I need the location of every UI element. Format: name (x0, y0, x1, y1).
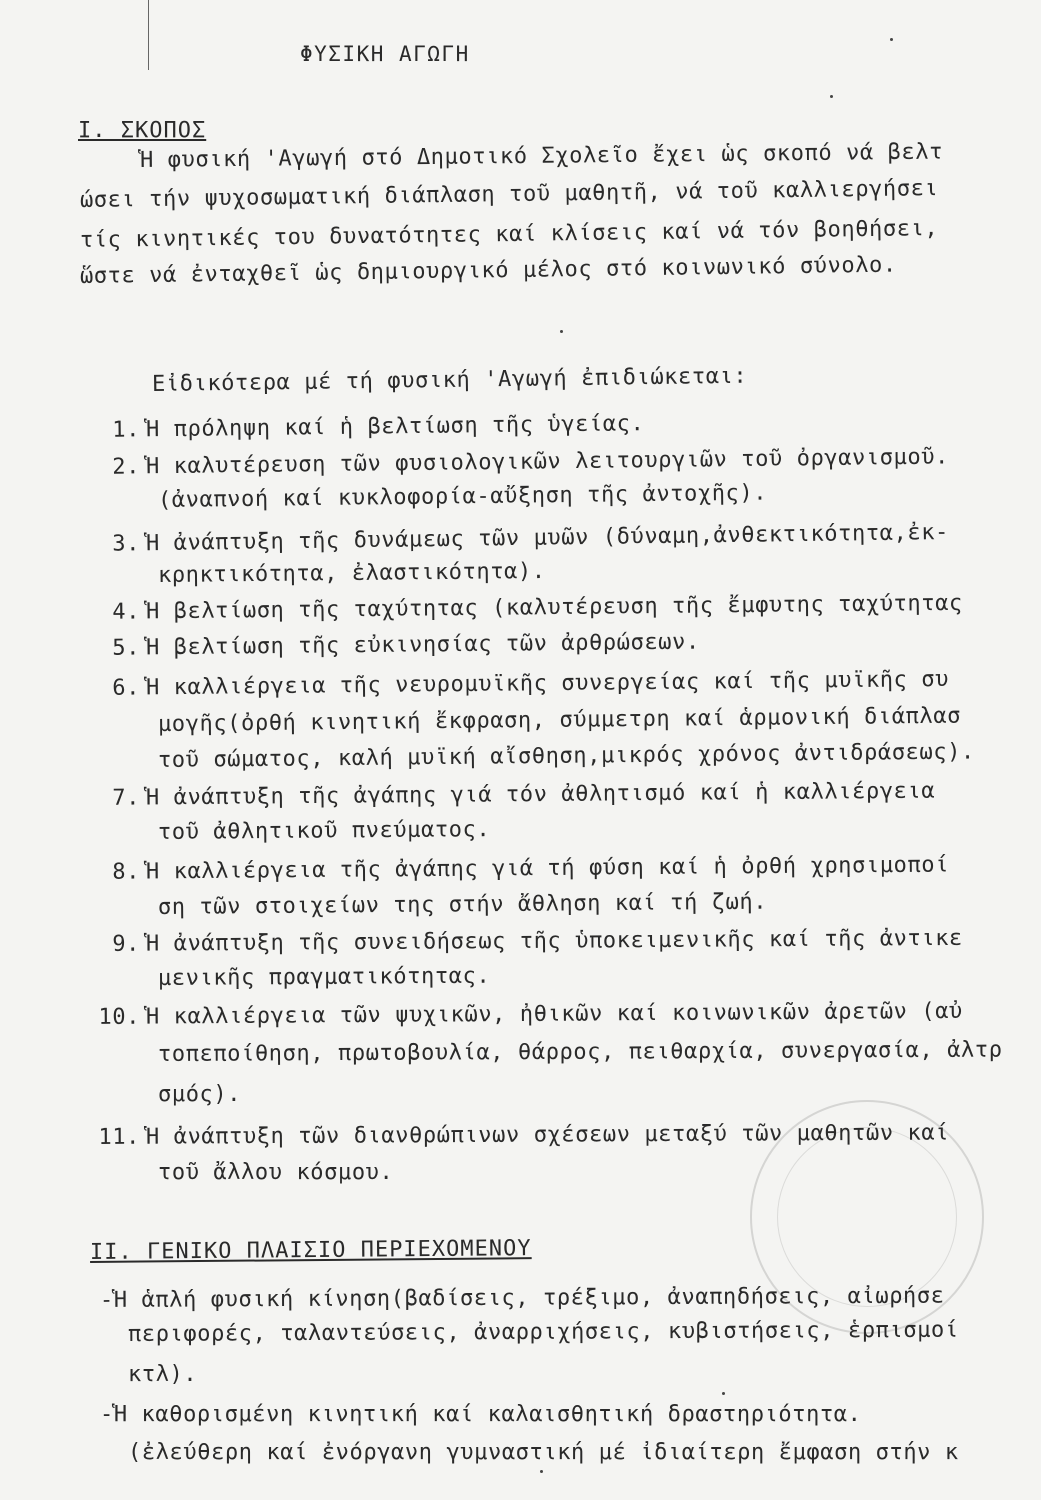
item-number: 5. (112, 635, 141, 661)
content-line: -Ἡ ἁπλή φυσική κίνηση(βαδίσεις, τρέξιμο, ἀναπηδήσεις, αἰωρήσε (99, 1283, 945, 1313)
item-continuation: μογῆς(ὀρθή κινητική ἔκφραση, σύμμετρη καί ἁρμονική διάπλασ (157, 703, 962, 737)
scan-speck (890, 38, 893, 41)
scan-speck (560, 330, 563, 333)
objective-item (88, 999, 963, 1030)
content-line: (ἐλεύθερη καί ἐνόργανη γυμναστική μέ ἰδιαίτερη ἔμφαση στήν κ (128, 1440, 959, 1465)
item-number: 11. (98, 1124, 141, 1150)
section-2-heading: ΙΙ. ΓΕΝΙΚΟ ΠΛΑΙΣΙΟ ΠΕΡΙΕΧΟΜΕΝΟΥ (89, 1236, 532, 1265)
item-text: Ἡ καλλιέργεια τῶν ψυχικῶν, ἠθικῶν καί κοινωνικῶν ἀρετῶν (αὐ (145, 998, 963, 1030)
item-continuation: τοπεποίθηση, πρωτοβουλία, θάρρος, πειθαρχία, συνεργασία, ἀλτρ (157, 1037, 1003, 1067)
item-text: Ἡ ἀνάπτυξη τῆς δυνάμεως τῶν μυῶν (δύναμη,ἀνθεκτικότητα,ἐκ- (145, 519, 950, 557)
objective-item (88, 591, 963, 625)
item-continuation: κρηκτικότητα, ἐλαστικότητα). (157, 558, 546, 588)
item-text: Ἡ ἀνάπτυξη τῶν διανθρώπινων σχέσεων μεταξύ τῶν μαθητῶν καί (145, 1120, 950, 1150)
item-number: 8. (112, 859, 141, 885)
item-text: Ἡ ἀνάπτυξη τῆς ἀγάπης γιά τόν ἀθλητισμό καί ἡ καλλιέργεια (145, 778, 936, 811)
item-number: 4. (112, 599, 141, 625)
intro-line: Ἡ φυσική 'Αγωγή στό Δημοτικό Σχολεῖο ἔχει ὡς σκοπό νά βελτ (139, 139, 944, 173)
section-1-heading: Ι. ΣΚΟΠΟΣ (78, 118, 207, 143)
item-number: 9. (112, 931, 141, 957)
item-text: Ἡ βελτίωση τῆς ταχύτητας (καλυτέρευση τῆς ἔμφυτης ταχύτητας (145, 590, 963, 625)
objective-item (88, 630, 700, 661)
item-continuation: ση τῶν στοιχείων της στήν ἄθληση καί τή ζωή. (157, 889, 768, 920)
content-line: περιφορές, ταλαντεύσεις, ἀναρριχήσεις, κυβιστήσεις, ἑρπισμοί (127, 1317, 959, 1347)
item-text: Ἡ καλυτέρευση τῶν φυσιολογικῶν λειτουργιῶν τοῦ ὀργανισμοῦ. (145, 444, 950, 480)
item-text: Ἡ ἀνάπτυξη τῆς συνειδήσεως τῆς ὑποκειμενικῆς καί τῆς ἀντικε (145, 925, 963, 957)
item-text: Ἡ καλλιέργεια τῆς νευρομυϊκῆς συνεργείας καί τῆς μυϊκῆς συ (145, 666, 950, 701)
objective-item (88, 1120, 949, 1150)
intro-line: ὥστε νά ἐνταχθεῖ ὡς δημιουργικό μέλος στό κοινωνικό σύνολο. (79, 252, 897, 289)
item-number: 2. (112, 454, 141, 480)
item-continuation: (ἀναπνοή καί κυκλοφορία-αὔξηση τῆς ἀντοχῆς). (157, 480, 768, 513)
item-number: 1. (112, 417, 141, 443)
content-line: κτλ). (128, 1362, 198, 1387)
scan-speck (540, 1470, 543, 1473)
item-text: Ἡ βελτίωση τῆς εὐκινησίας τῶν ἀρθρώσεων. (145, 629, 700, 661)
document-title: ΦΥΣΙΚΗ ΑΓΩΓΗ (300, 42, 470, 66)
objective-item (88, 444, 949, 480)
intro-line: τίς κινητικές του δυνατότητες καί κλίσεις καί νά τόν βοηθήσει, (79, 216, 939, 253)
item-continuation: τοῦ ἄλλου κόσμου. (158, 1160, 394, 1185)
item-text: Ἡ πρόληψη καί ἡ βελτίωση τῆς ὑγείας. (145, 411, 645, 443)
item-text: Ἡ καλλιέργεια τῆς ἀγάπης γιά τή φύση καί ἡ ὀρθή χρησιμοποί (145, 852, 950, 885)
item-number: 10. (98, 1004, 141, 1030)
objective-item (88, 779, 935, 811)
scan-speck (830, 95, 833, 98)
item-continuation: τοῦ ἀθλητικοῦ πνεύματος. (157, 817, 491, 845)
margin-rule (148, 0, 149, 70)
item-number: 3. (112, 531, 141, 557)
item-continuation: μενικῆς πραγματικότητας. (157, 963, 491, 991)
objective-item (88, 411, 645, 443)
objective-item (88, 926, 963, 957)
item-continuation: σμός). (158, 1082, 242, 1107)
intro-line: ώσει τήν ψυχοσωματική διάπλαση τοῦ μαθητῆ, νά τοῦ καλλιεργήσει (79, 176, 939, 213)
objective-item (88, 520, 949, 557)
content-line: -Ἡ καθορισμένη κινητική καί καλαισθητική δραστηριότητα. (100, 1402, 862, 1427)
item-number: 6. (112, 675, 141, 701)
objectives-lead: Εἰδικότερα μέ τή φυσική 'Αγωγή ἐπιδιώκεται: (151, 363, 748, 397)
item-continuation: τοῦ σώματος, καλή μυϊκή αἴσθηση,μικρός χρόνος ἀντιδράσεως). (157, 739, 975, 773)
objective-item (88, 667, 949, 701)
scan-speck (722, 1392, 725, 1395)
item-number: 7. (112, 785, 141, 811)
objective-item (88, 852, 949, 885)
